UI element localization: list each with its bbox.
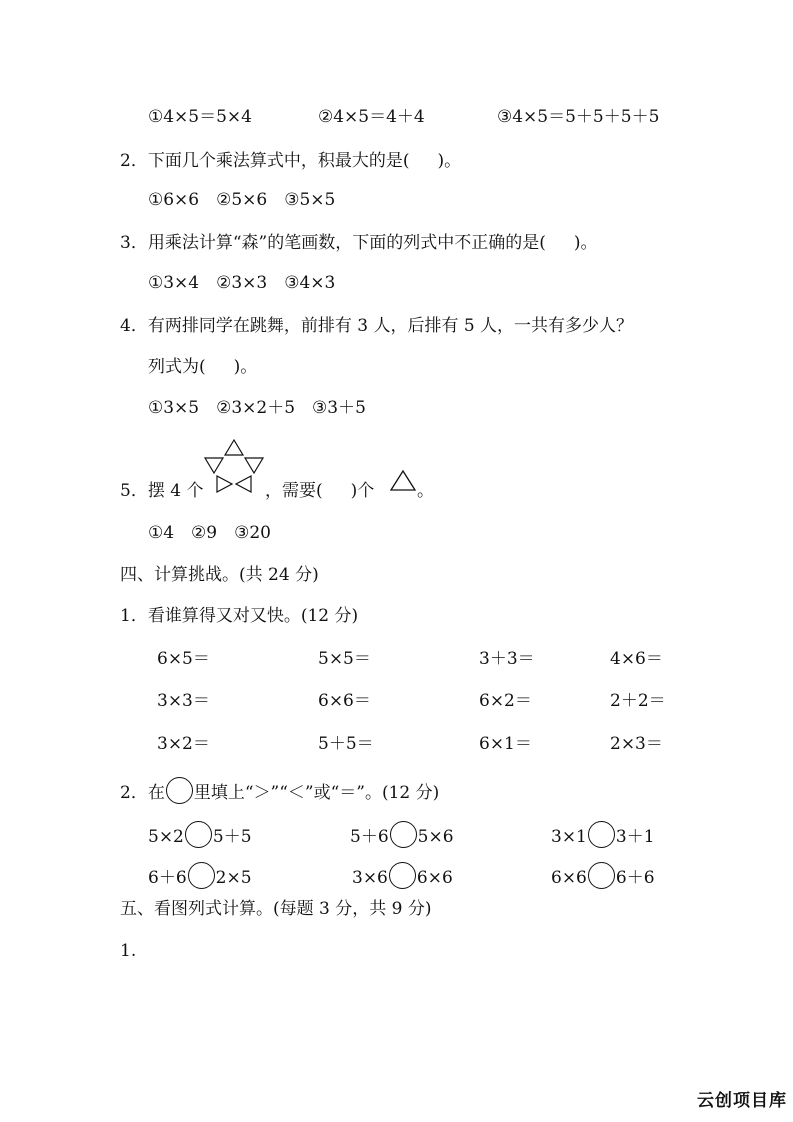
compare-right: 6＋6 xyxy=(615,868,655,888)
calc-item[interactable]: 2×3＝ xyxy=(610,734,663,754)
compare-item xyxy=(352,862,453,889)
question-4-options: ①3×5 ②3×2＋5 ③3＋5 xyxy=(148,398,366,418)
question-3-tail: )。 xyxy=(573,233,598,253)
compare-circle[interactable] xyxy=(588,862,615,889)
compare-item xyxy=(148,862,252,889)
section-4-sub1: 1．看谁算得又对又快。(12 分) xyxy=(120,606,359,626)
circle-icon xyxy=(166,777,193,804)
q1-option-1: ①4×5＝5×4 xyxy=(148,107,252,127)
calc-item[interactable]: 6×1＝ xyxy=(479,734,532,754)
calc-item[interactable]: 3×3＝ xyxy=(157,691,210,711)
question-5-tail: 。 xyxy=(417,481,434,501)
question-2 xyxy=(120,150,461,172)
calc-item[interactable]: 6×2＝ xyxy=(479,691,532,711)
compare-right: 3＋1 xyxy=(615,827,655,847)
compare-right: 6×6 xyxy=(416,868,453,888)
footer-watermark: 云创项目库 xyxy=(697,1091,787,1111)
question-5-options: ①4 ②9 ③20 xyxy=(148,523,271,543)
question-2-options: ①6×6 ②5×6 ③5×5 xyxy=(148,190,336,210)
compare-left: 6＋6 xyxy=(148,868,187,888)
question-2-tail: )。 xyxy=(437,151,462,171)
compare-left: 6×6 xyxy=(551,868,587,888)
compare-circle[interactable] xyxy=(389,862,416,889)
compare-circle[interactable] xyxy=(588,821,615,848)
compare-circle[interactable] xyxy=(188,862,215,889)
section-5-title: 五、看图列式计算。(每题 3 分，共 9 分) xyxy=(120,899,432,919)
triangle-top xyxy=(225,440,243,455)
compare-left: 5×2 xyxy=(148,827,184,847)
calc-item[interactable]: 6×6＝ xyxy=(318,691,371,711)
q1-option-3: ③4×5＝5＋5＋5＋5 xyxy=(497,107,660,127)
compare-right: 2×5 xyxy=(215,868,252,888)
question-2-text: 2．下面几个乘法算式中，积最大的是( xyxy=(120,151,410,171)
question-5-unit: )个 xyxy=(350,481,375,501)
four-triangles-figure xyxy=(203,438,265,494)
calc-item[interactable]: 4×6＝ xyxy=(610,649,663,669)
compare-right: 5×6 xyxy=(417,827,454,847)
compare-item xyxy=(350,821,454,848)
calc-item[interactable]: 2＋2＝ xyxy=(610,691,666,711)
q1-option-2: ②4×5＝4＋4 xyxy=(318,107,425,127)
compare-right: 5＋5 xyxy=(212,827,252,847)
compare-item xyxy=(148,821,252,848)
compare-circle[interactable] xyxy=(390,821,417,848)
triangle-bottom-left xyxy=(217,476,232,492)
sub2-text: 里填上“＞”“＜”或“＝”。(12 分) xyxy=(193,783,440,803)
calc-item[interactable]: 5＋5＝ xyxy=(318,734,374,754)
question-4-line1: 4．有两排同学在跳舞，前排有 3 人，后排有 5 人，一共有多少人？ xyxy=(120,316,634,336)
question-5-prefix: 5．摆 4 个 xyxy=(120,481,204,501)
section-5-sub1: 1. xyxy=(120,941,137,961)
section-4-sub2 xyxy=(120,777,439,804)
compare-left: 3×1 xyxy=(551,827,587,847)
calc-item[interactable]: 3×2＝ xyxy=(157,734,210,754)
triangle-bottom-right xyxy=(236,476,251,492)
triangle-left xyxy=(205,458,223,473)
question-4-tail: )。 xyxy=(233,357,258,377)
compare-item xyxy=(551,862,655,889)
calc-item[interactable]: 5×5＝ xyxy=(318,649,371,669)
triangle-right xyxy=(245,458,263,473)
compare-left: 3×6 xyxy=(352,868,388,888)
compare-left: 5＋6 xyxy=(350,827,389,847)
triangle-icon xyxy=(389,469,417,493)
compare-circle[interactable] xyxy=(185,821,212,848)
question-5 xyxy=(265,480,374,502)
calc-item[interactable]: 6×5＝ xyxy=(157,649,210,669)
question-3-options: ①3×4 ②3×3 ③4×3 xyxy=(148,273,336,293)
calc-item[interactable]: 3＋3＝ xyxy=(479,649,535,669)
question-4-prefix: 列式为( xyxy=(148,357,206,377)
compare-item xyxy=(551,821,655,848)
sub2-prefix: 2．在 xyxy=(120,783,165,803)
question-5-text: ，需要( xyxy=(265,481,323,501)
question-3-text: 3．用乘法计算“森”的笔画数，下面的列式中不正确的是( xyxy=(120,233,546,253)
question-4-line2 xyxy=(148,356,257,378)
question-3 xyxy=(120,232,597,254)
section-4-title: 四、计算挑战。(共 24 分) xyxy=(120,565,319,585)
